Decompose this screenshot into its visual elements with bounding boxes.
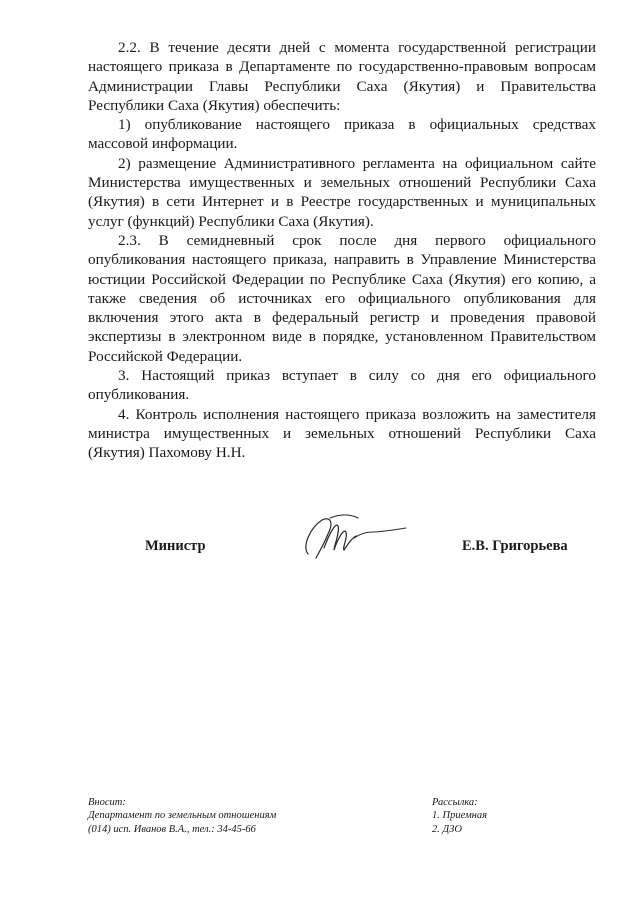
signature-block [0,535,640,575]
paragraph-2-2-item-1: 1) опубликование настоящего приказа в официальных средствах массовой информации. [88,116,596,153]
footer-distribution [432,796,487,836]
footer-submitted-by [88,796,276,836]
paragraph-4: 4. Контроль исполнения настоящего приказа возложить на заместителя министра имущественных и земельных отношений Республики Саха (Якутия) Пахомову Н.Н. [88,405,596,462]
paragraph-3: 3. Настоящий приказ вступает в силу со дня его официального опубликования. [88,367,596,404]
footer-distribution-item: 1. Приемная [432,810,488,822]
footer-executor: (014) исп. Иванов В.А., тел.: 34-45-66 [88,823,256,835]
paragraph-2-2: 2.2. В течение десяти дней с момента государственной регистрации настоящего приказа в Департаменте по государственно-правовым вопросам Администрации Главы Республики Саха (Якутия) и Правительства Республики Саха (Якутия) обеспечить: [88,39,596,114]
paragraph-2-3: 2.3. В семидневный срок после дня первого официального опубликования настоящего приказа, направить в Управление Министерства юстиции Российской Федерации по Республике Саха (Якутия) его копию, а также сведения об источниках его официального опубликования для включения этого акта в федеральный регистр и проведения правовой экспертизы в электронном виде в порядке, установленном Правительством Российской Федерации. [88,231,596,365]
document-body [88,38,596,463]
footer-department: Департамент по земельным отношениям [88,810,277,822]
signatory-name: Е.В. Григорьева [462,538,568,554]
footer-submitted-label: Вносит: [88,797,126,808]
paragraph-2-2-item-2: 2) размещение Административного регламента на официальном сайте Министерства имущественных и земельных отношений Республики Саха (Якутия) в сети Интернет и в Реестре государственных и муниципальных услуг (функций) Республики Саха (Якутия). [88,154,596,230]
footer-distribution-label: Рассылка: [432,797,478,808]
footer-distribution-item: 2. ДЗО [432,823,462,835]
signatory-title: Министр [145,538,206,554]
